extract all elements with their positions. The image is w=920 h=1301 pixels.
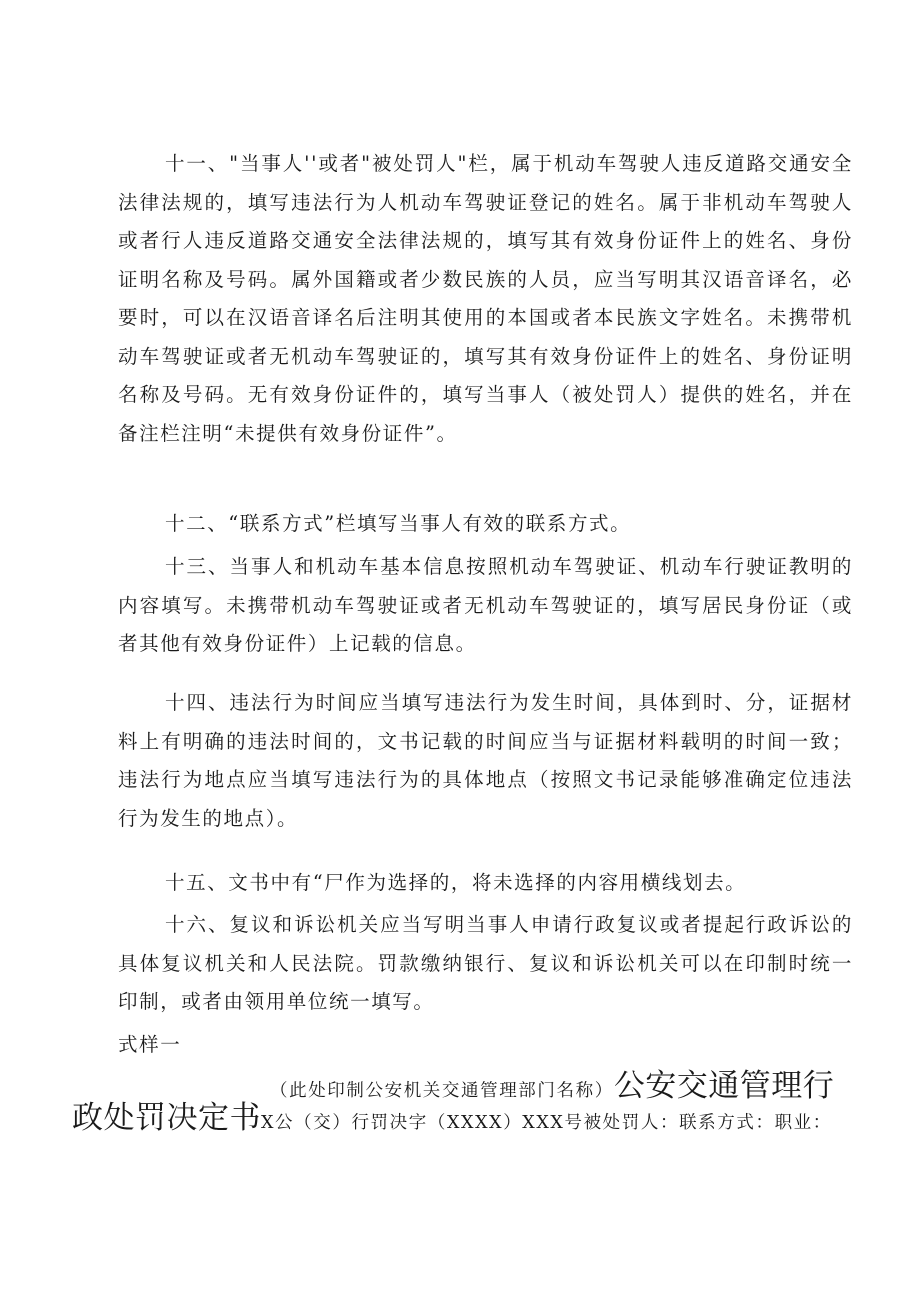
form-title-part-2: 政处罚决定书 [72, 1100, 261, 1136]
paragraph-14: 十四、违法行为时间应当填写违法行为发生时间，具体到时、分，证据材料上有明确的违法时间的，文书记载的时间应当与证据材料载明的时间一致；违法行为地点应当填写违法行为的具体地点（按照文书记录能够准确定位违法行为发生的地点）。 [118, 691, 853, 830]
paragraph-13: 十三、当事人和机动车基本信息按照机动车驾驶证、机动车行驶证教明的内容填写。未携带机动车驾驶证或者无机动车驾驶证的，填写居民身份证（或者其他有效身份证件）上记载的信息。 [118, 555, 853, 655]
field-contact: 联系方式： [679, 1113, 775, 1133]
document-number: X公（交）行罚决字（XXXX）XXX号 [261, 1113, 584, 1133]
paragraph-11: 十一、"当事人''或者"被处罚人"栏，属于机动车驾驶人违反道路交通安全法律法规的，填写违法行为人机动车驾驶证登记的姓名。属于非机动车驾驶人或者行人违反道路交通安全法律法规的，填写其有效身份证件上的姓名、身份证明名称及号码。属外国籍或者少数民族的人员，应当写明其汉语音译名，必要时，可以在汉语音译名后注明其使用的本国或者本民族文字姓名。未携带机动车驾驶证或者无机动车驾驶证的，填写其有效身份证件上的姓名、身份证明名称及号码。无有效身份证件的，填写当事人（被处罚人）提供的姓名，并在备注栏注明“未提供有效身份证件”。 [118, 152, 853, 445]
paragraph-12: 十二、“联系方式”栏填写当事人有效的联系方式。 [165, 512, 632, 535]
form-title-part-1: 公安交通管理行 [613, 1068, 835, 1104]
field-penalized-person: 被处罚人： [583, 1113, 680, 1133]
issuer-note: （此处印制公安机关交通管理部门名称） [270, 1081, 614, 1101]
paragraph-15: 十五、文书中有“尸作为选择的，将未选择的内容用横线划去。 [165, 871, 747, 894]
form-header-line-2 [72, 1098, 832, 1143]
paragraph-16: 十六、复议和诉讼机关应当写明当事人申请行政复议或者提起行政诉讼的具体复议机关和人民法院。罚款缴纳银行、复议和诉讼机关可以在印制时统一印制，或者由领用单位统一填写。 [118, 913, 853, 1013]
sample-label: 式样一 [118, 1033, 182, 1056]
field-occupation: 职业： [774, 1113, 832, 1133]
